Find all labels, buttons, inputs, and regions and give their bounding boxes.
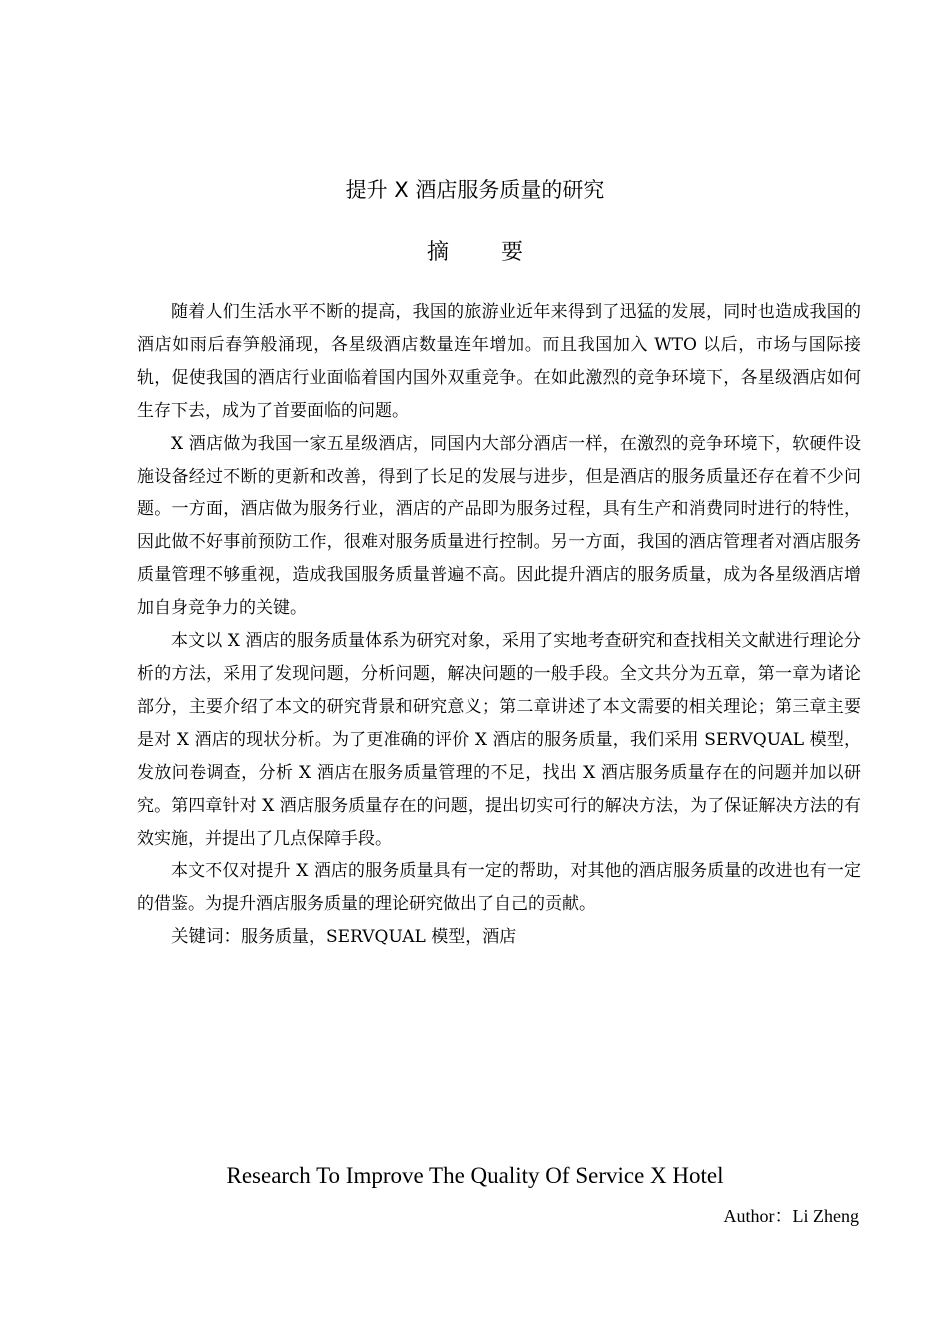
abstract-heading: 摘要 xyxy=(426,240,575,265)
abstract-paragraph-2: X 酒店做为我国一家五星级酒店，同国内大部分酒店一样，在激烈的竞争环境下，软硬件设施设备经过不断的更新和改善，得到了长足的发展与进步，但是酒店的服务质量还存在着不少问题。一方面，酒店做为服务行业，酒店的产品即为服务过程，具有生产和消费同时进行的特性，因此做不好事前预防工作，很难对服务质量进行控制。另一方面，我国的酒店管理者对酒店服务质量管理不够重视，造成我国服务质量普遍不高。因此提升酒店的服务质量，成为各星级酒店增加自身竞争力的关键。 xyxy=(137,433,861,619)
keywords-line xyxy=(137,921,861,953)
chinese-title: 提升 X 酒店服务质量的研究 xyxy=(345,178,605,202)
abstract-paragraph-1: 随着人们生活水平不断的提高，我国的旅游业近年来得到了迅猛的发展，同时也造成我国的酒店如雨后春笋般涌现，各星级酒店数量连年增加。而且我国加入 WTO 以后，市场与国际接轨，促使我国的酒店行业面临着国内国外双重竞争。在如此激烈的竞争环境下，各星级酒店如何生存下去，成为了首要面临的问题。 xyxy=(137,302,861,421)
english-title: Research To Improve The Quality Of Service X Hotel xyxy=(226,1163,724,1188)
keywords-value: 服务质量，SERVQUAL 模型，酒店 xyxy=(241,927,517,948)
abstract-paragraph-3: 本文以 X 酒店的服务质量体系为研究对象，采用了实地考查研究和查找相关文献进行理论分析的方法，采用了发现问题，分析问题，解决问题的一般手段。全文共分为五章，第一章为诸论部分，主要介绍了本文的研究背景和研究意义；第二章讲述了本文需要的相关理论；第三章主要是对 X 酒店的现状分析。为了更准确的评价 X 酒店的服务质量，我们采用 SERVQUAL 模型，发放问卷调查，分析 X 酒店在服务质量管理的不足，找出 X 酒店服务质量存在的问题并加以研究。第四章针对 X 酒店服务质量存在的问题，提出切实可行的解决方法，为了保证解决方法的有效实施，并提出了几点保障手段。 xyxy=(137,631,861,849)
abstract-paragraph-4: 本文不仅对提升 X 酒店的服务质量具有一定的帮助，对其他的酒店服务质量的改进也有一定的借鉴。为提升酒店服务质量的理论研究做出了自己的贡献。 xyxy=(137,861,861,915)
author-line: Author：Li Zheng xyxy=(723,1206,859,1226)
abstract-body xyxy=(137,296,861,953)
keywords-label: 关键词： xyxy=(171,927,241,948)
